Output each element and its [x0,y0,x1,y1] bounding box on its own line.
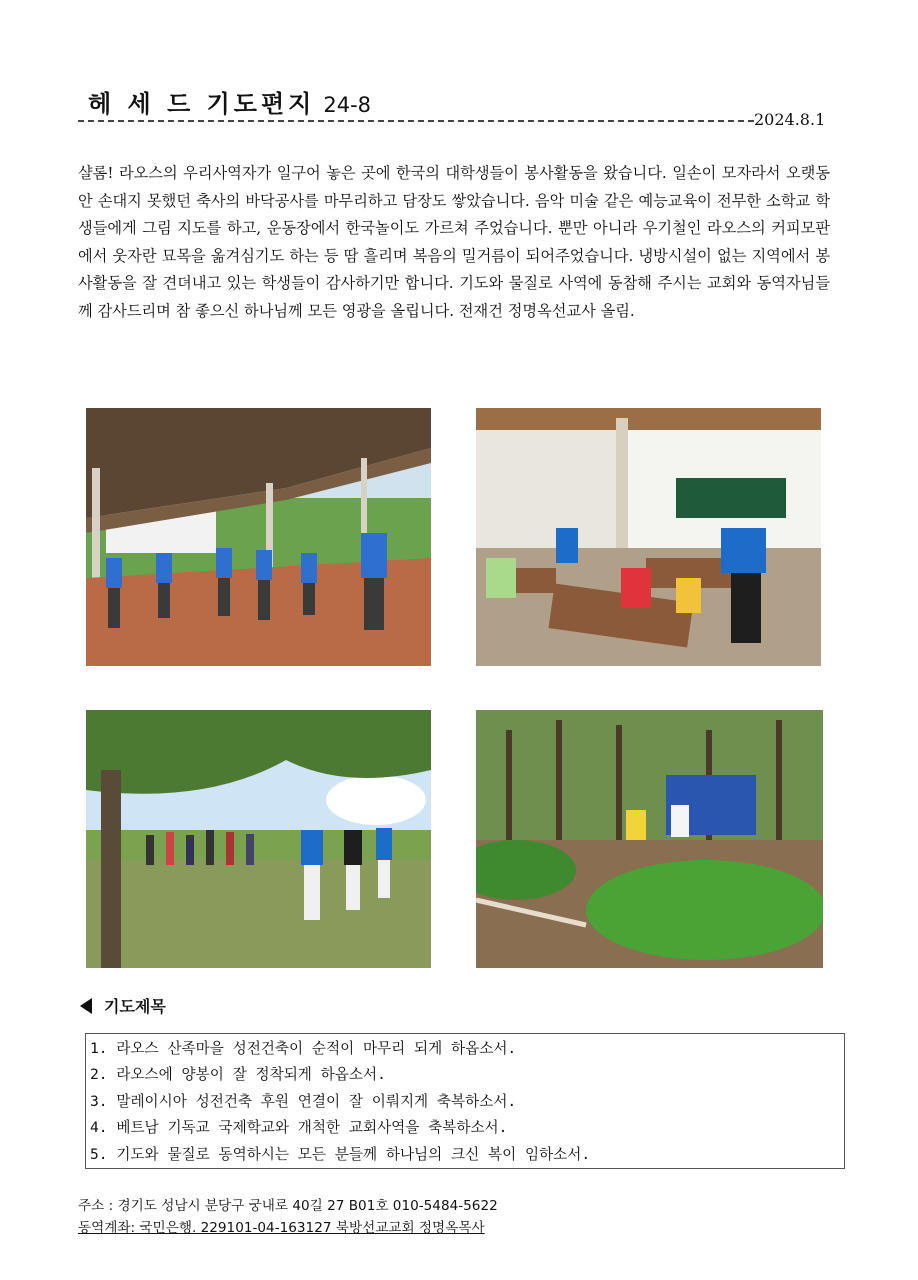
footer-address: 주소 : 경기도 성남시 분당구 궁내로 40길 27 B01호 010-5484-5622 [78,1198,498,1214]
photo-shed-construction [86,408,431,666]
prayer-item: 4. 베트남 기독교 국제학교와 개척한 교회사역을 축복하소서. [90,1119,508,1137]
header-dashed-divider [78,120,754,122]
photo-classroom-lesson [476,408,821,666]
prayer-heading-label: 기도제목 [104,997,166,1016]
prayer-item: 5. 기도와 물질로 동역하시는 모든 분들께 하나님의 크신 복이 임하소서. [90,1145,591,1163]
letter-body: 샬롬! 라오스의 우리사역자가 일구어 놓은 곳에 한국의 대학생들이 봉사활동을 왔습니다. 일손이 모자라서 오랫동안 손대지 못했던 축사의 바닥공사를 마무리하고 담장도 쌓았습니다. 음악 미술 같은 예능교육이 전무한 소학교 학생들에게 그림 지도를 하고, 운동장에서 한국놀이도 가르쳐 주었습니다. 뿐만 아니라 우기철인 라오스의 커피모판에서 웃자란 묘목을 옮겨심기도 하는 등 땀 흘리며 복음의 밀거름이 되어주었습니다. 냉방시설이 없는 지역에서 봉사활동을 잘 견뎌내고 있는 학생들이 감사하기만 합니다. 기도와 물질로 사역에 동참해 주시는 교회와 동역자님들께 감사드리며 참 좋으신 하나님께 모든 영광을 올립니다. 전재건 정명옥선교사 올림. [78,164,830,320]
letter-issue-number: 24-8 [323,93,372,117]
prayer-list-box [85,1033,845,1169]
prayer-item: 1. 라오스 산족마을 성전건축이 순적이 마무리 되게 하옵소서. [90,1040,517,1057]
letter-date: 2024.8.1 [754,110,826,129]
letter-title: 헤 세 드 기도편지 [88,90,316,118]
prayer-item: 2. 라오스에 양봉이 잘 정착되게 하옵소서. [90,1066,386,1084]
prayer-item: 3. 말레이시아 성전건축 후원 연결이 잘 이뤄지게 축복하소서. [90,1092,517,1110]
footer-bank-account: 동역계좌: 국민은행. 229101-04-163127 북방선교교회 정명옥목사 [78,1220,485,1236]
prayer-section-heading [80,994,166,1017]
letter-title-row [88,84,371,116]
photo-children-game [86,710,431,968]
photo-coffee-seedlings [476,710,823,968]
triangle-left-icon [80,998,92,1014]
